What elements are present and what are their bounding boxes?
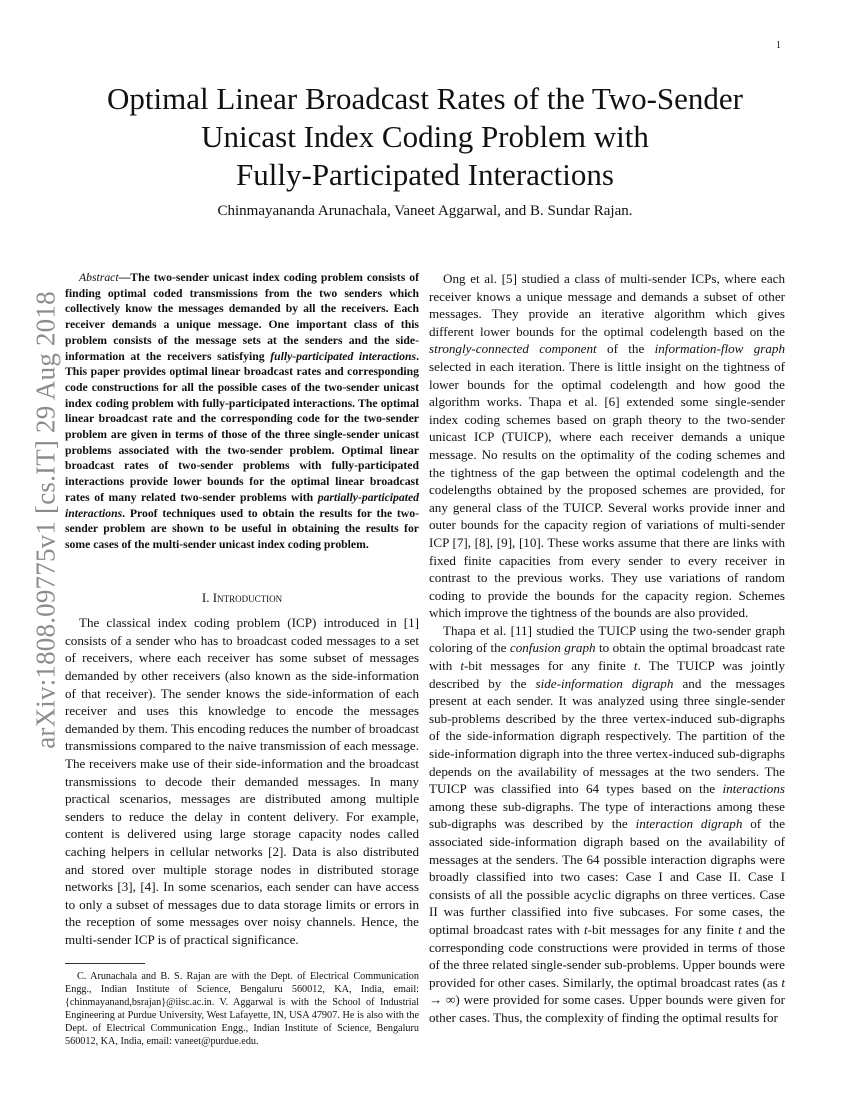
section-heading	[65, 589, 419, 607]
right-column	[429, 270, 785, 1027]
intro-paragraph: The classical index coding problem (ICP) introduced in [1] consists of a sender who has to broadcast coded messages to a set of receivers, where each receiver has some subset of messages demanded by other receivers (also known as the side-information of that receiver). The sender knows the side-information of each receiver and uses this knowledge to encode the messages demanded by them. This encoding reduces the number of broadcast transmissions compared to the naive transmission of each message. The receivers make use of their side-information and the broadcast transmissions to decode their demanded messages. In many practical scenarios, messages are distributed among multiple senders to reduce the delay in content delivery. For example, content is delivered using large storage capacity nodes called caching helpers in cellular networks [2]. Data is also distributed and stored over multiple storage nodes in distributed storage networks [3], [4]. In some scenarios, each sender can have access to only a subset of messages due to data storage limits or errors in the reception of some messages over noisy channels. Hence, the multi-sender ICP is of practical significance.	[65, 615, 419, 947]
text-run: Thapa et al. [11] studied the TUICP using the two-sender graph coloring of the	[429, 622, 785, 656]
abstract-text: —The two-sender unicast index coding problem consists of finding optimal coded transmissions from the two senders which collectively know the messages demanded by all the receivers. Each receiver demands a unique message. One important class of this problem consists of the message sets at the senders and the side-information at the receivers satisfying	[65, 271, 419, 363]
left-column	[65, 270, 419, 1048]
abstract-emphasis: partially-participated interactions	[65, 490, 419, 520]
title-line: Fully-Participated Interactions	[236, 157, 614, 192]
section-number: I.	[201, 589, 213, 605]
text-run: -bit messages for any finite	[464, 658, 634, 674]
text-run: . The TUICP was jointly described by the	[429, 658, 785, 691]
body-paragraph	[429, 270, 785, 622]
math-symbol: t	[460, 658, 465, 674]
arxiv-id: arXiv:1808.09775v1 [cs.IT] 29 Aug 2018	[30, 291, 61, 749]
author-list: Chinmayananda Arunachala, Vaneet Aggarwal, and B. Sundar Rajan.	[217, 203, 633, 219]
math-symbol: t	[738, 921, 742, 937]
abstract-text: . Proof techniques used to obtain the results for the two-sender problem are shown to be useful in obtaining the results for some cases of the multi-sender unicast index coding problem.	[65, 506, 419, 551]
text-run: ) were provided for some cases. Upper bounds were given for other cases. Thus, the complexity of finding the optimal results for	[429, 992, 785, 1025]
emphasis-term: side-information digraph	[535, 675, 674, 691]
math-expression: t → ∞	[429, 974, 785, 1008]
emphasis-term: confusion graph	[509, 640, 596, 656]
title-line: Optimal Linear Broadcast Rates of the Two-Sender	[106, 81, 743, 116]
abstract-label: Abstract	[79, 271, 119, 284]
affiliation-footnote: C. Arunachala and B. S. Rajan are with the Dept. of Electrical Communication Engg., Indian Institute of Science, Bengaluru 560012, KA, India, email: {chinmayanand,bsrajan}@iisc.ac.in. V. Aggarwal is with the School of Industrial Engineering at Purdue University, West Lafayette, IN, USA 47907. He is also with the Dept. of Electrical Communication Engg., Indian Institute of Science, Bengaluru 560012, KA, India, email: vaneet@purdue.edu.	[65, 970, 419, 1047]
text-run: to obtain the optimal broadcast rate with	[429, 640, 785, 674]
text-run: selected in each iteration. There is little insight on the tightness of lower bounds for the optimal codelength and how good the algorithm works. Thapa et al. [6] extended some single-sender index coding schemes based on graph theory to the two-sender unicast ICP (TUICP), where each receiver demands a unique message. No results on the optimality of the coding schemes and the tightness of the gap between the optimal codelength and the codelengths obtained by the proposed schemes are provided, for any general class of the TUICP. Several works provide inner and outer bounds for the capacity region of variations of multi-sender ICP [7], [8], [9], [10]. These works assume that there are links with fixed finite capacities from every sender to every receiver in contrast to the previous works. They use variations of random coding to provide the bounds for the capacity region. Schemes which improve the tightness of the bounds are also provided.	[429, 358, 785, 621]
emphasis-term: strongly-connected component	[429, 341, 597, 357]
emphasis-term: interaction digraph	[635, 816, 743, 832]
text-run: -bit messages for any finite	[587, 921, 739, 937]
text-run: and the messages present at each sender. It was analyzed using three single-sender sub-problems described by the three vertex-induced sub-digraphs of the side-information digraph respectively. The partition of the side-information digraph into the three vertex-induced sub-digraphs depends on the availability of messages at the two senders. The TUICP was classified into 64 types based on the	[429, 675, 785, 797]
text-run: of the associated side-information digraph based on the availability of messages at the senders. The 64 possible interaction digraphs were broadly classified into two cases: Case I and Case II. Case I consists of all the possible acyclic digraphs on three vertices. Case II was further classified into five subcases. For some cases, the optimal broadcast rates with	[429, 816, 786, 937]
abstract-emphasis: fully-participated interactions	[270, 349, 417, 363]
abstract-text: . This paper provides optimal linear broadcast rates and corresponding code constructions for all the possible cases of the two-sender unicast index coding problem with fully-participated interactions. The optimal linear broadcast rate and the corresponding code for the two-sender problem are given in terms of those of the three single-sender unicast problems associated with the two-sender problem. Optimal linear broadcast rates of two-sender problems with fully-participated interactions provide lower bounds for the optimal linear broadcast rates of many related two-sender problems with	[65, 349, 419, 504]
emphasis-term: information-flow graph	[654, 341, 786, 357]
math-symbol: t	[583, 921, 588, 937]
text-run: among these sub-digraphs. The type of interactions among these sub-digraphs was described by the	[429, 798, 785, 832]
abstract	[65, 270, 419, 553]
body-paragraph	[429, 622, 785, 1027]
math-symbol: t	[633, 658, 638, 674]
emphasis-term: interactions	[722, 781, 785, 797]
arxiv-stamp	[22, 270, 70, 770]
section-name: Introduction	[212, 589, 283, 605]
text-run: Ong et al. [5] studied a class of multi-sender ICPs, where each receiver knows a unique message and demands a subset of other messages. They provide an iterative algorithm which gives different lower bounds for the optimal codelength based on the	[429, 271, 785, 339]
page-number: 1	[776, 40, 781, 51]
footnote-rule	[65, 963, 145, 964]
paper-title	[60, 80, 790, 194]
title-line: Unicast Index Coding Problem with	[201, 119, 649, 154]
text-run: of the	[596, 341, 655, 357]
text-run: and the corresponding code constructions were provided in terms of those of the three related single-sender sub-problems. Upper bounds were provided for other cases. Similarly, the optimal broadcast rates (as	[429, 921, 786, 990]
